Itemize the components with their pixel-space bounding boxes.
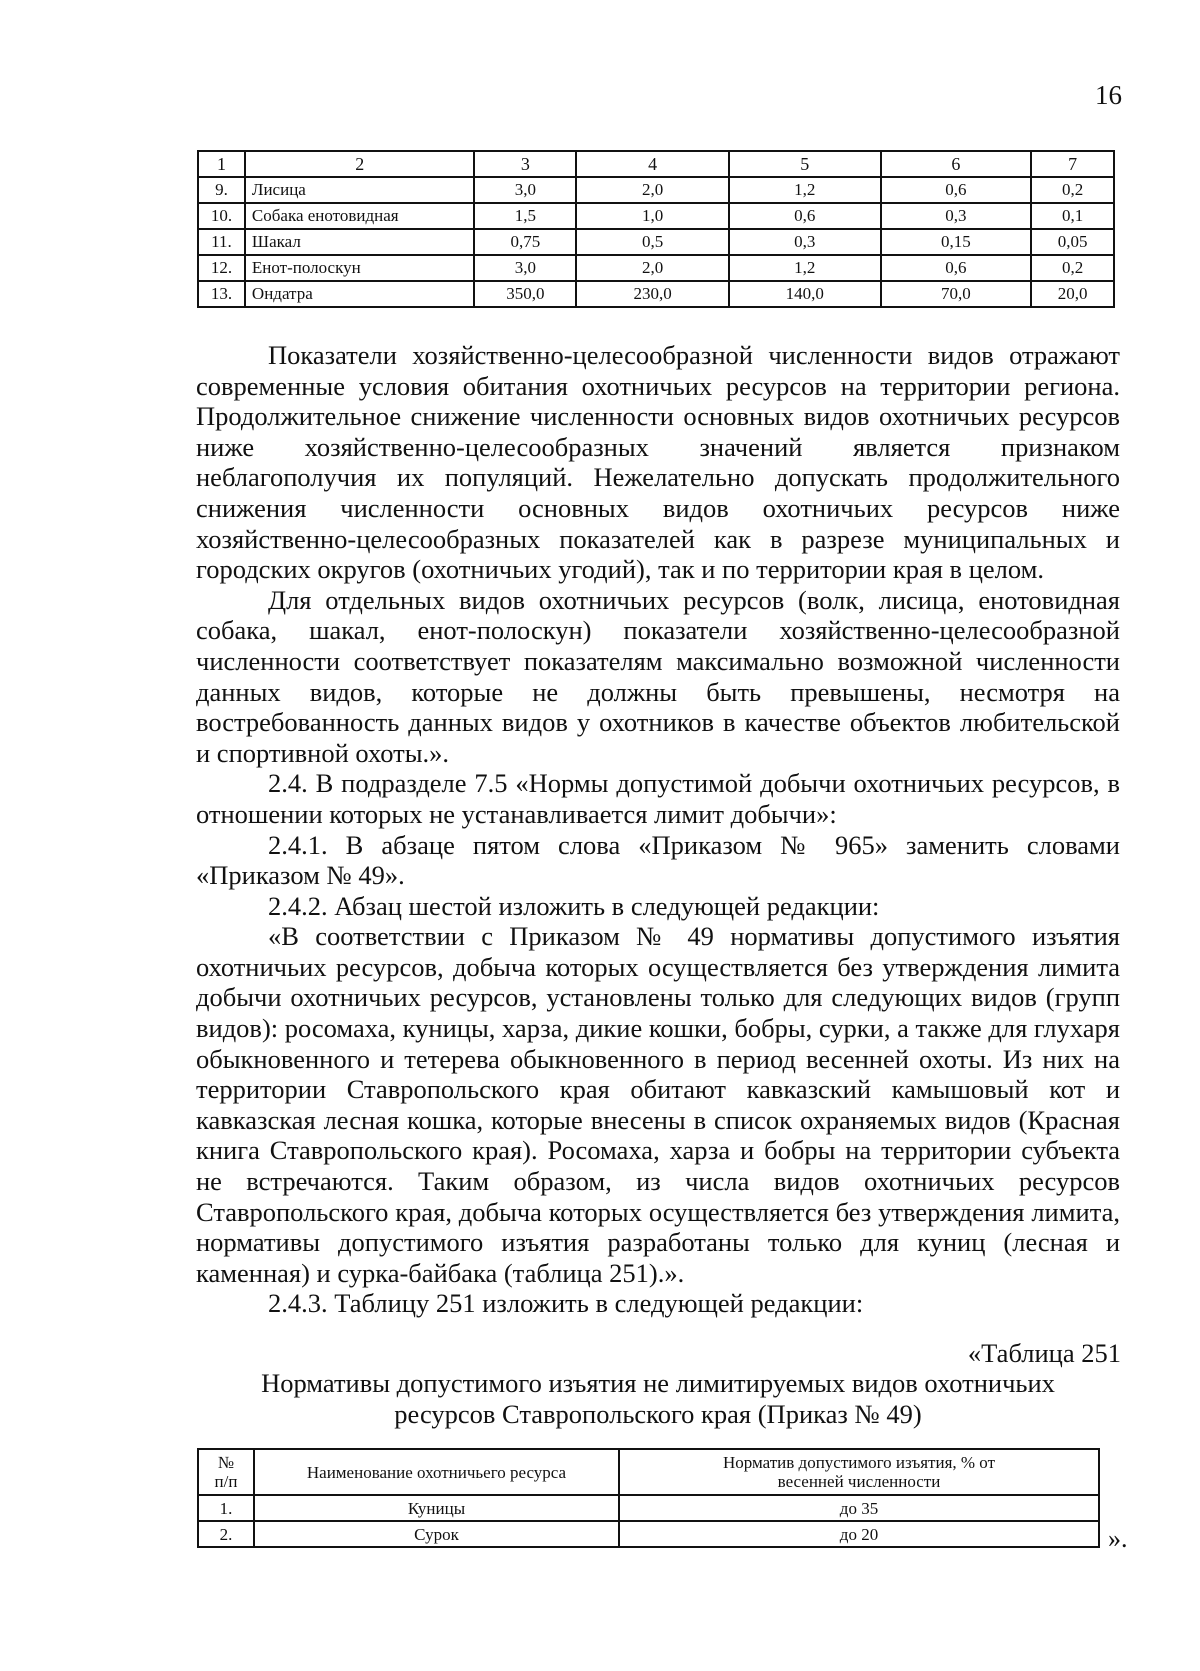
table-cell: 0,6 [881, 177, 1032, 203]
header-text: весенней численности [777, 1472, 941, 1491]
table-header-row [198, 151, 1114, 177]
header-cell: 5 [729, 151, 881, 177]
table-cell: 0,3 [729, 229, 881, 255]
table-row [198, 229, 1114, 255]
norms-table [197, 1448, 1100, 1548]
header-cell-name: Наименование охотничьего ресурса [254, 1449, 619, 1495]
table-cell: 140,0 [729, 281, 881, 307]
paragraph: Показатели хозяйственно-целесообразной численности видов отражают современные условия обитания охотничьих ресурсов на территории региона. Продолжительное снижение численности основных видов охотничьих ресурсов ниже хозяйственно-целесообразных значений является признаком неблагополучия их популяций. Нежелательно допускать продолжительного снижения численности основных видов охотничьих ресурсов ниже хозяйственно-целесообразных показателей как в разрезе муниципальных и городских округов (охотничьих угодий), так и по территории края в целом. [196, 340, 1120, 585]
table-row [198, 255, 1114, 281]
table-cell: 1,2 [729, 177, 881, 203]
header-text: № [217, 1453, 235, 1472]
table-cell: 2. [198, 1521, 254, 1547]
table-row [198, 1495, 1099, 1521]
table-row [198, 177, 1114, 203]
table-cell: Ондатра [245, 281, 475, 307]
table-cell: до 35 [619, 1495, 1099, 1521]
header-cell: 7 [1031, 151, 1114, 177]
species-table [197, 150, 1115, 308]
table-cell: 9. [198, 177, 245, 203]
header-cell-number [198, 1449, 254, 1495]
table-cell: 1. [198, 1495, 254, 1521]
paragraph: Для отдельных видов охотничьих ресурсов (волк, лисица, енотовидная собака, шакал, енот-полоскун) показатели хозяйственно-целесообразной численности соответствует показателям максимально возможной численности данных видов, которые не должны быть превышены, несмотря на востребованность данных видов у охотников в качестве объектов любительской и спортивной охоты.». [196, 584, 1120, 768]
paragraph: 2.4. В подразделе 7.5 «Нормы допустимой добычи охотничьих ресурсов, в отношении которых не устанавливается лимит добычи»: [196, 768, 1120, 829]
header-cell: 4 [576, 151, 729, 177]
table-title [196, 1368, 1120, 1430]
body-text [196, 340, 1120, 1319]
header-cell: 1 [198, 151, 245, 177]
header-cell: 6 [881, 151, 1032, 177]
table-cell: 10. [198, 203, 245, 229]
table-cell: Сурок [254, 1521, 619, 1547]
table-cell: 230,0 [576, 281, 729, 307]
table-cell: 0,1 [1031, 203, 1114, 229]
table-row [198, 203, 1114, 229]
table-cell: 70,0 [881, 281, 1032, 307]
table-cell: Собака енотовидная [245, 203, 475, 229]
header-text: п/п [214, 1472, 238, 1491]
table-cell: 0,5 [576, 229, 729, 255]
table-cell: до 20 [619, 1521, 1099, 1547]
table-cell: Лисица [245, 177, 475, 203]
table-title-line: ресурсов Ставропольского края (Приказ № 49) [394, 1399, 922, 1429]
table-cell: 11. [198, 229, 245, 255]
table-cell: 0,05 [1031, 229, 1114, 255]
table-cell: 0,6 [881, 255, 1032, 281]
table-cell: 0,3 [881, 203, 1032, 229]
page-number: 16 [1095, 80, 1122, 110]
table-cell: 12. [198, 255, 245, 281]
table-title-line: Нормативы допустимого изъятия не лимитируемых видов охотничьих [261, 1368, 1055, 1398]
table-cell: 1,0 [576, 203, 729, 229]
paragraph: 2.4.1. В абзаце пятом слова «Приказом № 965» заменить словами «Приказом № 49». [196, 829, 1120, 891]
table-number-label: «Таблица 251 [967, 1338, 1121, 1368]
table-cell: 2,0 [576, 255, 729, 281]
table-cell: 3,0 [474, 255, 576, 281]
header-cell: 3 [474, 151, 576, 177]
paragraph: «В соответствии с Приказом № 49 нормативы допустимого изъятия охотничьих ресурсов, добыча которых осуществляется без утверждения лимита добычи охотничьих ресурсов, установлены только для следующих видов (групп видов): росомаха, куницы, харза, дикие кошки, бобры, сурки, а также для глухаря обыкновенного и тетерева обыкновенного в период весенней охоты. Из них на территории Ставропольского края обитают кавказский камышовый кот и кавказская лесная кошка, которые внесены в список охраняемых видов (Красная книга Ставропольского края). Росомаха, харза и бобры на территории субъекта не встречаются. Таким образом, из числа видов охотничьих ресурсов Ставропольского края, добыча которых осуществляется без утверждения лимита, нормативы допустимого изъятия разработаны только для куниц (лесная и каменная) и сурка-байбака (таблица 251).». [196, 921, 1120, 1288]
table-row [198, 281, 1114, 307]
table-cell: 3,0 [474, 177, 576, 203]
table-cell: 0,6 [729, 203, 881, 229]
table-cell: 0,2 [1031, 255, 1114, 281]
closing-quote-mark: ». [1108, 1524, 1128, 1553]
table-cell: 350,0 [474, 281, 576, 307]
table-row [198, 1521, 1099, 1547]
header-cell-norm [619, 1449, 1099, 1495]
table-cell: 0,2 [1031, 177, 1114, 203]
table-cell: Енот-полоскун [245, 255, 475, 281]
table-cell: 0,15 [881, 229, 1032, 255]
table-cell: 20,0 [1031, 281, 1114, 307]
table-cell: 1,5 [474, 203, 576, 229]
header-text: Норматив допустимого изъятия, % от [722, 1453, 996, 1472]
table-cell: Куницы [254, 1495, 619, 1521]
table-cell: 2,0 [576, 177, 729, 203]
table-cell: Шакал [245, 229, 475, 255]
paragraph: 2.4.3. Таблицу 251 изложить в следующей редакции: [268, 1288, 864, 1319]
table-cell: 0,75 [474, 229, 576, 255]
table-cell: 1,2 [729, 255, 881, 281]
table-cell: 13. [198, 281, 245, 307]
table-header-row [198, 1449, 1099, 1495]
paragraph: 2.4.2. Абзац шестой изложить в следующей редакции: [268, 890, 880, 921]
header-cell: 2 [245, 151, 475, 177]
